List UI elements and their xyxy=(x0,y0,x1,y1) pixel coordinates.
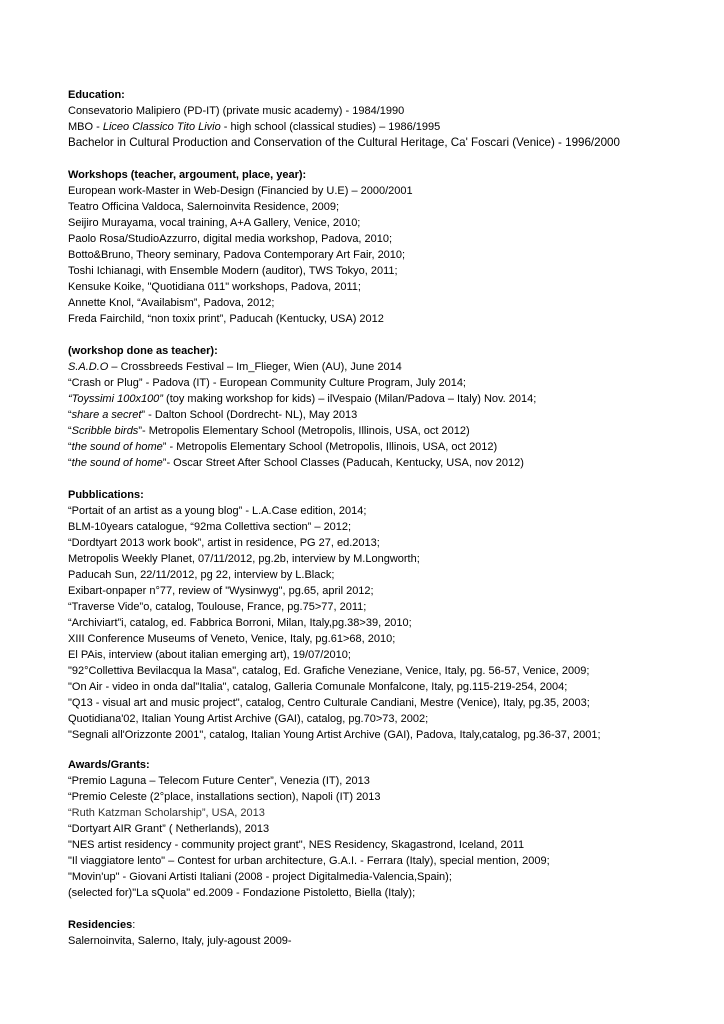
heading-colon: : xyxy=(132,919,136,931)
list-item: "92°Collettiva Bevilacqua la Masa", catalog, Ed. Grafiche Veneziane, Venice, Italy, pg. 56-57, Venice, 2009; xyxy=(68,665,590,677)
list-item xyxy=(68,391,718,407)
awards-section xyxy=(68,757,718,901)
text-segment: “ xyxy=(68,457,72,469)
list-item: “Dordtyart 2013 work book”, artist in residence, PG 27, ed.2013; xyxy=(68,537,380,549)
list-item: “Premio Laguna – Telecom Future Center”, Venezia (IT), 2013 xyxy=(68,775,370,787)
list-item: "Q13 - visual art and music project", catalog, Centro Culturale Candiani, Mestre (Venice), Italy, pg.35, 2003; xyxy=(68,697,590,709)
list-item xyxy=(68,439,718,455)
section-heading: Residencies xyxy=(68,919,133,931)
education-section xyxy=(68,87,718,151)
italic-title: the sound of home xyxy=(71,457,163,469)
list-item: "Segnali all'Orizzonte 2001", catalog, Italian Young Artist Archive (GAI), Padova, Italy,catalog, pg.36-37, 2001; xyxy=(68,729,601,741)
list-item: “Premio Celeste (2°place, installations section), Napoli (IT) 2013 xyxy=(68,791,381,803)
list-item: Kensuke Koike, "Quotidiana 011" workshops, Padova, 2011; xyxy=(68,281,361,293)
list-item: (selected for)"La sQuola" ed.2009 - Fondazione Pistoletto, Biella (Italy); xyxy=(68,887,416,899)
section-heading: Pubblications: xyxy=(68,489,144,501)
list-item: Metropolis Weekly Planet, 07/11/2012, pg.2b, interview by M.Longworth; xyxy=(68,553,420,565)
italic-title: share a secret xyxy=(71,409,142,421)
list-item: Botto&Bruno, Theory seminary, Padova Contemporary Art Fair, 2010; xyxy=(68,249,406,261)
text-segment: ”- Oscar Street After School Classes (Paducah, Kentucky, USA, nov 2012) xyxy=(162,457,524,469)
list-item: "Movin'up" - Giovani Artisti Italiani (2008 - project Digitalmedia-Valencia,Spain); xyxy=(68,871,452,883)
italic-title: S.A.D.O xyxy=(68,361,109,373)
list-item: Teatro Officina Valdoca, Salernoinvita Residence, 2009; xyxy=(68,201,340,213)
italic-title: Scribble birds xyxy=(71,425,139,437)
list-item: “Traverse Vide”o, catalog, Toulouse, France, pg.75>77, 2011; xyxy=(68,601,367,613)
list-item: Seijiro Murayama, vocal training, A+A Gallery, Venice, 2010; xyxy=(68,217,361,229)
list-item: Exibart-onpaper n°77, review of "Wysinwyg", pg.65, april 2012; xyxy=(68,585,374,597)
italic-title: “Toyssimi 100x100” xyxy=(68,393,163,405)
list-item: BLM-10years catalogue, “92ma Collettiva section” – 2012; xyxy=(68,521,352,533)
list-item: “Archiviart”i, catalog, ed. Fabbrica Borroni, Milan, Italy,pg.38>39, 2010; xyxy=(68,617,412,629)
list-item: "NES artist residency - community project grant", NES Residency, Skagastrond, Iceland, 2011 xyxy=(68,839,525,851)
text-segment: “ xyxy=(68,425,72,437)
text-segment: ” - Metropolis Elementary School (Metropolis, Illinois, USA, oct 2012) xyxy=(162,441,498,453)
section-heading: Workshops (teacher, argoument, place, year): xyxy=(68,169,307,181)
text-segment: – Crossbreeds Festival – Im_Flieger, Wien (AU), June 2014 xyxy=(108,361,402,373)
section-heading: (workshop done as teacher): xyxy=(68,345,218,357)
education-item: Bachelor in Cultural Production and Conservation of the Cultural Heritage, Ca' Foscari (Venice) - 1996/2000 xyxy=(68,136,620,149)
section-heading: Education: xyxy=(68,89,125,101)
list-item xyxy=(68,455,718,471)
list-item xyxy=(68,359,718,375)
list-item: Annette Knol, “Availabism”, Padova, 2012; xyxy=(68,297,275,309)
italic-title: Liceo Classico Tito Livio xyxy=(102,121,221,133)
list-item: XIII Conference Museums of Veneto, Venice, Italy, pg.61>68, 2010; xyxy=(68,633,396,645)
list-item: Toshi Ichianagi, with Ensemble Modern (auditor), TWS Tokyo, 2011; xyxy=(68,265,398,277)
publications-section xyxy=(68,487,718,743)
text-segment: (toy making workshop for kids) – ilVespaio (Milan/Padova – Italy) Nov. 2014; xyxy=(162,393,537,405)
workshops-section xyxy=(68,167,718,327)
list-item: Paolo Rosa/StudioAzzurro, digital media workshop, Padova, 2010; xyxy=(68,233,393,245)
list-item xyxy=(68,407,718,423)
education-item: Consevatorio Malipiero (PD-IT) (private music academy) - 1984/1990 xyxy=(68,105,405,117)
list-item xyxy=(68,423,718,439)
list-item: El PAis, interview (about italian emerging art), 19/07/2010; xyxy=(68,649,351,661)
list-item: Paducah Sun, 22/11/2012, pg 22, interview by L.Black; xyxy=(68,569,335,581)
cv-document xyxy=(68,87,718,949)
text-segment: MBO - xyxy=(68,121,103,133)
list-item: Salernoinvita, Salerno, Italy, july-agoust 2009- xyxy=(68,935,292,947)
text-segment: “ xyxy=(68,441,72,453)
teacher-workshops-section xyxy=(68,343,718,471)
list-item: Quotidiana'02, Italian Young Artist Archive (GAI), catalog, pg.70>73, 2002; xyxy=(68,713,429,725)
list-item: “Portait of an artist as a young blog” - L.A.Case edition, 2014; xyxy=(68,505,367,517)
text-segment: ”- Metropolis Elementary School (Metropolis, Illinois, USA, oct 2012) xyxy=(138,425,470,437)
list-item: “Ruth Katzman Scholarship”, USA, 2013 xyxy=(68,807,265,819)
list-item: "Il viaggiatore lento" – Contest for urban architecture, G.A.I. - Ferrara (Italy), special mention, 2009; xyxy=(68,855,550,867)
text-segment: “ xyxy=(68,409,72,421)
text-segment: ” - Dalton School (Dordrecht- NL), May 2013 xyxy=(141,409,358,421)
list-item: “Crash or Plug” - Padova (IT) - European Community Culture Program, July 2014; xyxy=(68,377,466,389)
section-heading-line xyxy=(68,917,718,933)
list-item: Freda Fairchild, “non toxix print”, Paducah (Kentucky, USA) 2012 xyxy=(68,313,384,325)
list-item: “Dortyart AIR Grant” ( Netherlands), 2013 xyxy=(68,823,270,835)
italic-title: the sound of home xyxy=(71,441,163,453)
list-item: "On Air - video in onda dal"Italia", catalog, Galleria Comunale Monfalcone, Italy, pg.115-219-254, 2004; xyxy=(68,681,568,693)
residencies-section xyxy=(68,917,718,949)
education-item xyxy=(68,119,718,135)
list-item: European work-Master in Web-Design (Financied by U.E) – 2000/2001 xyxy=(68,185,413,197)
section-heading: Awards/Grants: xyxy=(68,759,150,771)
text-segment: - high school (classical studies) – 1986/1995 xyxy=(220,121,441,133)
